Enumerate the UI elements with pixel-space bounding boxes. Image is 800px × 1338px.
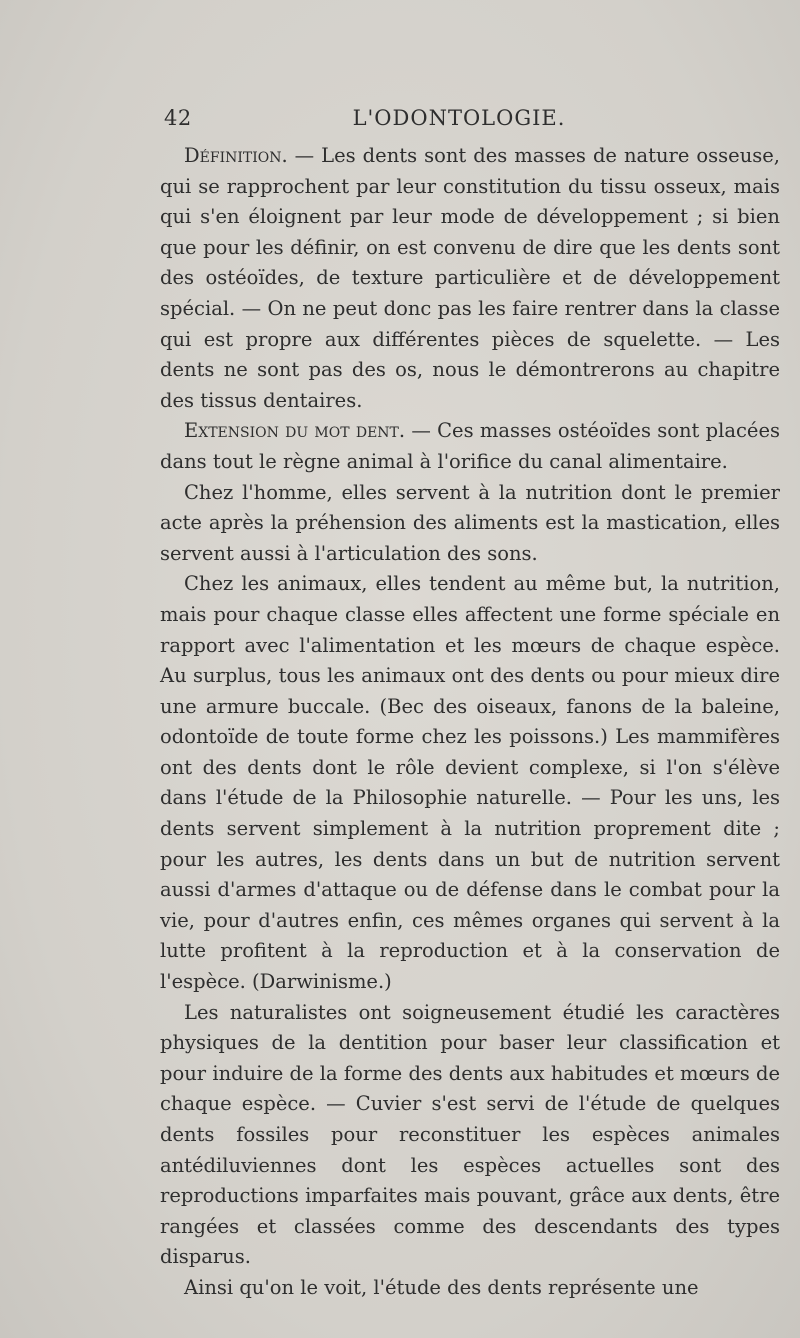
paragraph-text: — Les dents sont des masses de nature osseuse, qui se rapprochent par leur constitution du tissu osseux, mais qui s'en éloignent par leur mode de développement ; si bien que pour les définir, on est convenu de dire que les dents sont des ostéoïdes, de texture particulière et de développement spécial. — On ne peut donc pas les faire rentrer dans la classe qui est propre aux différentes pièces de squelette. — Les dents ne sont pas des os, nous le démontrerons au chapitre des tissus dentaires. (160, 144, 780, 412)
page-number: 42 (164, 106, 192, 130)
paragraph-extension (160, 416, 780, 477)
body-text (160, 141, 780, 1304)
paragraph-text: Les naturalistes ont soigneusement étudié les caractères physiques de la dentition pour baser leur classification et pour induire de la forme des dents aux habitudes et mœurs de chaque espèce. — Cuvier s'est servi de l'étude de quelques dents fossiles pour reconstituer les espèces animales antédiluviennes dont les espèces actuelles sont des reproductions imparfaites mais pouvant, grâce aux dents, être rangées et classées comme des descendants des types disparus. (160, 1000, 780, 1269)
paragraph-homme (160, 478, 780, 570)
running-title: L'ODONTOLOGIE. (352, 106, 566, 130)
page-header (164, 106, 754, 136)
paragraph-lead: Extension du mot dent. (184, 419, 406, 443)
paragraph-animaux (160, 569, 780, 997)
paragraph-text: Chez les animaux, elles tendent au même but, la nutrition, mais pour chaque classe elles affectent une forme spéciale en rapport avec l'alimentation et les mœurs de chaque espèce. Au surplus, tous les animaux ont des dents ou pour mieux dire une armure buccale. (Bec des oiseaux, fanons de la baleine, odontoïde de toute forme chez les poissons.) Les mammifères ont des dents dont le rôle devient complexe, si l'on s'élève dans l'étude de la Philosophie naturelle. — Pour les uns, les dents servent simplement à la nutrition proprement dite ; pour les autres, les dents dans un but de nutrition servent aussi d'armes d'attaque ou de défense dans le combat pour la vie, pour d'autres enfin, ces mêmes organes qui servent à la lutte profitent à la reproduction et à la conservation de l'espèce. (Darwinisme.) (160, 572, 780, 994)
paragraph-lead: Définition. (184, 144, 288, 167)
paragraph-text: Ainsi qu'on le voit, l'étude des dents représente une (184, 1275, 699, 1299)
paragraph-text: — Ces masses ostéoïdes sont placées dans tout le règne animal à l'orifice du canal alimentaire. (160, 419, 781, 473)
paragraph-definition (160, 141, 780, 416)
paragraph-text: Chez l'homme, elles servent à la nutrition dont le premier acte après la préhension des aliments est la mastication, elles servent aussi à l'articulation des sons. (160, 480, 780, 565)
paragraph-naturalistes (160, 998, 780, 1273)
paragraph-ainsi (160, 1273, 780, 1304)
